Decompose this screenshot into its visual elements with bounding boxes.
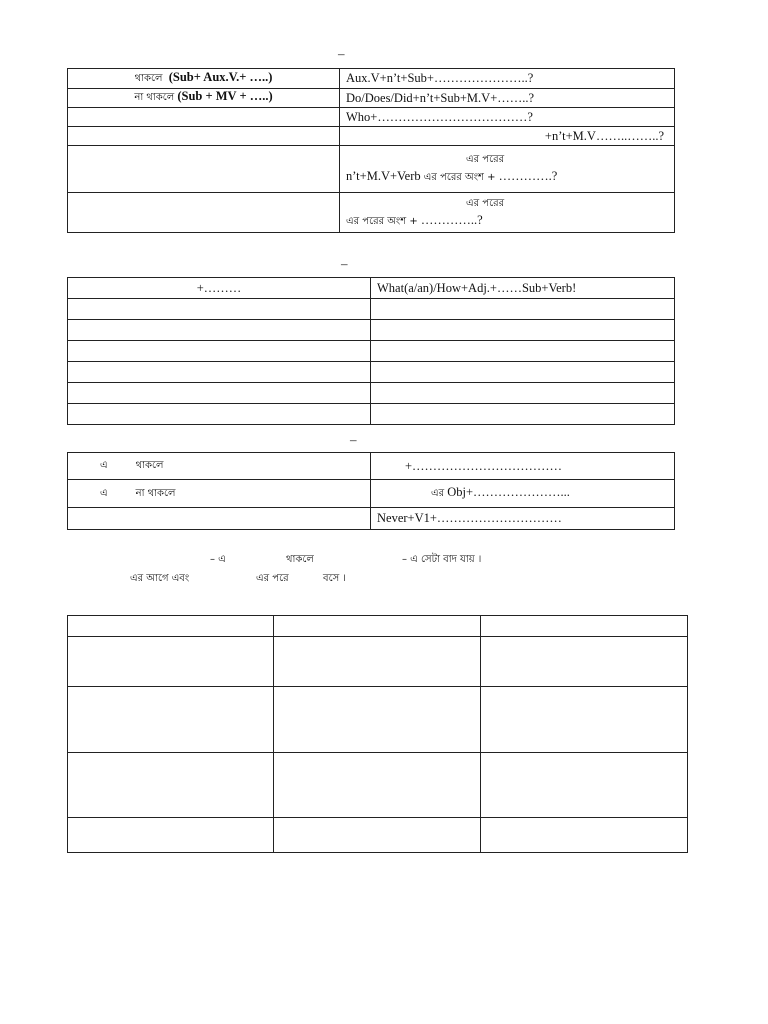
- cell-left: [68, 404, 371, 425]
- cell-right: Who+………………………………?: [340, 108, 675, 127]
- table-row: [68, 193, 675, 233]
- cell: [274, 753, 481, 818]
- cell: [274, 616, 481, 637]
- note-line2-c: বসে ।: [323, 573, 346, 584]
- cell-left: [68, 383, 371, 404]
- cell-left: এ না থাকলে: [68, 480, 371, 508]
- cell-right: এর পরের এর পরের অংশ + …………..?: [340, 193, 675, 233]
- cell-right: +n’t+M.V……..……..?: [340, 127, 675, 146]
- cell-right: [371, 362, 675, 383]
- cell-left: [68, 320, 371, 341]
- cell-left: [68, 299, 371, 320]
- note-line1-a: – এ: [210, 554, 226, 565]
- cell: [274, 818, 481, 853]
- cell: [68, 818, 274, 853]
- cell-right: [371, 320, 675, 341]
- table-row: [68, 299, 675, 320]
- cell-right: Aux.V+n’t+Sub+…………………..?: [340, 69, 675, 89]
- section3-dash: –: [350, 432, 357, 447]
- table-row: [68, 383, 675, 404]
- cell-right: [371, 341, 675, 362]
- section3-table: [67, 452, 675, 530]
- cell: [274, 637, 481, 687]
- cell-right: What(a/an)/How+Adj.+……Sub+Verb!: [371, 278, 675, 299]
- cell-left: থাকলে (Sub+ Aux.V.+ …..): [68, 69, 340, 89]
- cell-left: [68, 127, 340, 146]
- table-row: [68, 404, 675, 425]
- table-row: [68, 362, 675, 383]
- cell: [68, 637, 274, 687]
- cell-right: Do/Does/Did+n’t+Sub+M.V+……..?: [340, 89, 675, 108]
- cell-right: এর Obj+…………………...: [371, 480, 675, 508]
- table-row: [68, 341, 675, 362]
- cell-left: [68, 108, 340, 127]
- cell-left: [68, 362, 371, 383]
- cell: [68, 687, 274, 753]
- table-row: [68, 637, 688, 687]
- table-row: [68, 508, 675, 530]
- cell: [68, 753, 274, 818]
- table-row: [68, 320, 675, 341]
- cell-right: [371, 299, 675, 320]
- table-row: [68, 108, 675, 127]
- note-line2-a: এর আগে এবং: [130, 573, 190, 584]
- cell: [68, 616, 274, 637]
- cell: [481, 637, 688, 687]
- cell-right: [371, 383, 675, 404]
- cell: [481, 818, 688, 853]
- cell-left: এ থাকলে: [68, 453, 371, 480]
- cell-right: +………………………………: [371, 453, 675, 480]
- table-row: [68, 480, 675, 508]
- section1-table: [67, 68, 675, 233]
- table-row: [68, 616, 688, 637]
- cell: [481, 753, 688, 818]
- note-line2-b: এর পরে: [256, 573, 289, 584]
- cell: [481, 687, 688, 753]
- table-row: [68, 89, 675, 108]
- section1-dash: –: [338, 46, 345, 61]
- cell-left: +………: [68, 278, 371, 299]
- cell-left: না থাকলে (Sub + MV + …..): [68, 89, 340, 108]
- table-row: [68, 127, 675, 146]
- cell-left: [68, 193, 340, 233]
- cell-right: এর পরের n’t+M.V+Verb এর পরের অংশ + ………….?: [340, 146, 675, 193]
- cell-left: [68, 341, 371, 362]
- cell-left: [68, 508, 371, 530]
- table-row: [68, 69, 675, 89]
- section4-table: [67, 615, 688, 853]
- note-line1-b: থাকলে: [286, 554, 314, 565]
- cell: [481, 616, 688, 637]
- cell-left: [68, 146, 340, 193]
- section2-table: [67, 277, 675, 425]
- table-row: [68, 453, 675, 480]
- table-row: [68, 278, 675, 299]
- cell-right: Never+V1+…………………………: [371, 508, 675, 530]
- table-row: [68, 146, 675, 193]
- cell: [274, 687, 481, 753]
- note-line1-c: – এ সেটা বাদ যায় ।: [402, 554, 482, 565]
- table-row: [68, 818, 688, 853]
- cell-right: [371, 404, 675, 425]
- table-row: [68, 753, 688, 818]
- section2-dash: –: [341, 256, 348, 271]
- table-row: [68, 687, 688, 753]
